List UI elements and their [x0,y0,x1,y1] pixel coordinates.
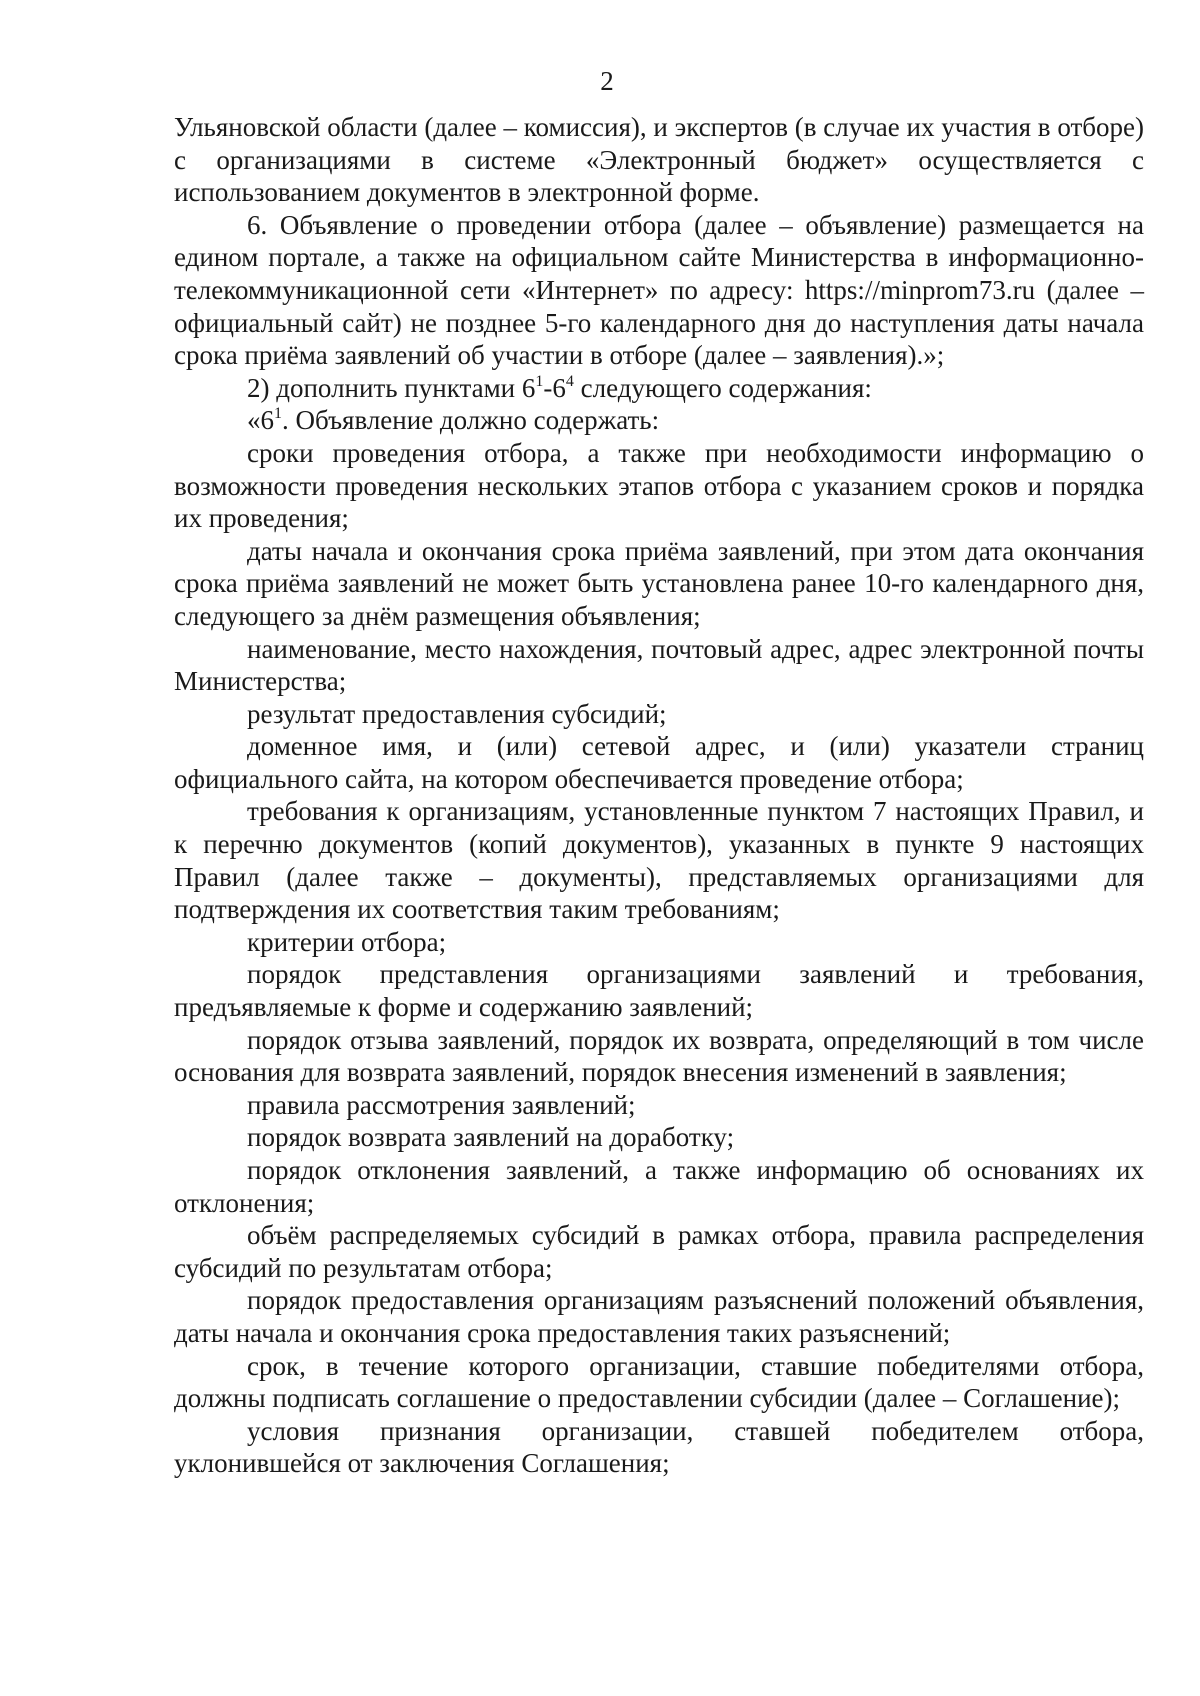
list-item-subsidy-result: результат предоставления субсидий; [247,698,667,729]
list-item-selection-criteria: критерии отбора; [247,926,447,957]
list-item-subsidy-volume: объём распределяемых субсидий в рамках отбора, правила распределения субсидий по результатам отбора; [174,1220,1144,1283]
list-item-withdrawal-procedure: порядок отзыва заявлений, порядок их возврата, определяющий в том числе основания для возврата заявлений, порядок внесения изменений в заявления; [174,1024,1144,1088]
page-number: 2 [600,66,614,96]
list-item-application-dates: даты начала и окончания срока приёма заявлений, при этом дата окончания срока приёма заявлений не может быть установлена ранее 10-го календарного дня, следующего за днём размещения объявления; [174,535,1144,631]
list-item-rejection-procedure: порядок отклонения заявлений, а также информацию об основаниях их отклонения; [174,1155,1144,1218]
paragraph-amendment-2: 2) дополнить пунктами $6^1-6^4$ следующего содержания: [247,372,872,403]
list-item-domain-name: доменное имя, и (или) сетевой адрес, и (или) указатели страниц официального сайта, на котором обеспечивается проведение отбора; [174,731,1144,794]
list-item-agreement-term: срок, в течение которого организации, ставшие победителями отбора, должны подписать соглашение о предоставлении субсидии (далее – Соглашение); [174,1350,1144,1414]
paragraph-continuation: Ульяновской области (далее – комиссия), и экспертов (в случае их участия в отборе) с организациями в системе «Электронный бюджет» осуществляется с использованием документов в электронной форме. [174,112,1144,208]
list-item-evasion-conditions: условия признания организации, ставшей победителем отбора, уклонившейся от заключения Соглашения; [174,1415,1144,1479]
document-body [174,111,1144,1480]
list-item-clarifications: порядок предоставления организациям разъяснений положений объявления, даты начала и окончания срока предоставления таких разъяснений; [174,1285,1144,1348]
list-item-selection-terms: сроки проведения отбора, а также при необходимости информацию о возможности проведения нескольких этапов отбора с указанием сроков и порядка их проведения; [174,437,1144,534]
list-item-return-procedure: порядок возврата заявлений на доработку; [247,1122,735,1153]
paragraph-item-6: 6. Объявление о проведении отбора (далее – объявление) размещается на едином портале, а также на официальном сайте Министерства в информационно-телекоммуникационной сети «Интернет» по адресу: https://minprom73.ru (далее – официальный сайт) не позднее 5-го календарного дня до наступления даты начала срока приёма заявлений об участии в отборе (далее – заявления).»; [174,209,1144,371]
list-item-ministry-contacts: наименование, место нахождения, почтовый адрес, адрес электронной почты Министерства; [174,633,1144,697]
paragraph-item-6-1: «$6^1$. Объявление должно содержать: [247,405,660,436]
list-item-submission-procedure: порядок представления организациями заявлений и требования, предъявляемые к форме и содержанию заявлений; [174,959,1144,1023]
list-item-review-rules: правила рассмотрения заявлений; [247,1089,636,1120]
list-item-requirements: требования к организациям, установленные пунктом 7 настоящих Правил, и к перечню документов (копий документов), указанных в пункте 9 настоящих Правил (далее также – документы), представляемых организациями для подтверждения их соответствия таким требованиям; [174,796,1144,925]
